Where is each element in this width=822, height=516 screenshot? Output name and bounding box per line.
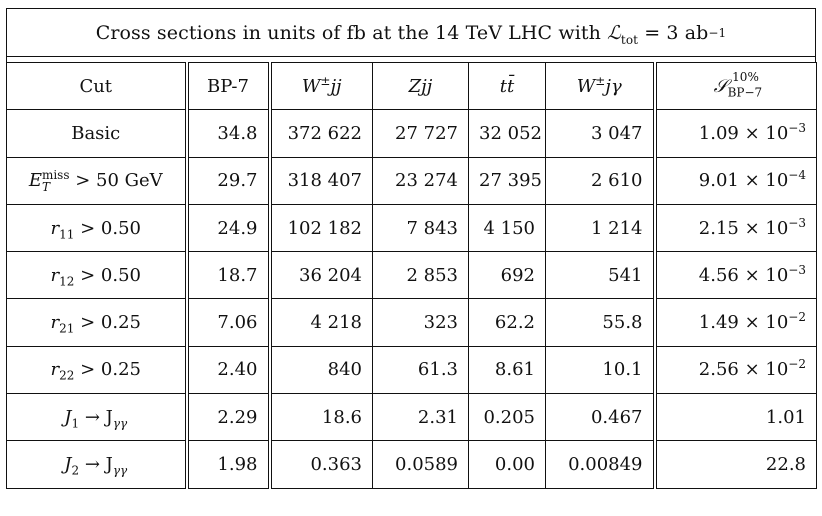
value-cell: 7 843 <box>373 204 469 251</box>
header-significance: 𝒮$_{BP-7}^{10\%}$ <box>655 63 817 110</box>
value-cell: 61.3 <box>373 346 469 393</box>
significance-cell: $2.15 \times 10^{-3}$ <box>655 204 817 251</box>
table-row <box>7 157 817 204</box>
table-row <box>7 394 817 441</box>
value-cell: 27 727 <box>373 110 469 157</box>
luminosity-letter: ℒ <box>607 21 621 44</box>
cut-cell: Basic <box>7 110 187 157</box>
value-cell: 0.00 <box>469 441 546 488</box>
value-cell: 0.363 <box>270 441 373 488</box>
value-cell: 0.00849 <box>546 441 655 488</box>
value-cell: 8.61 <box>469 346 546 393</box>
significance-cell: $2.56 \times 10^{-2}$ <box>655 346 817 393</box>
table-caption: Cross sections in units of fb at the 14 TeV LHC with ℒ$_{tot}$ = 3 ab −1 <box>6 8 816 56</box>
cut-cell: $r_{11} > 0.50$ <box>7 204 187 251</box>
value-cell: 2 853 <box>373 252 469 299</box>
value-cell: 34.8 <box>187 110 270 157</box>
value-cell: 3 047 <box>546 110 655 157</box>
cut-cell: $J_1 \to J_{\gamma\gamma}$ <box>7 394 187 441</box>
significance-cell: $9.01 \times 10^{-4}$ <box>655 157 817 204</box>
value-cell: 23 274 <box>373 157 469 204</box>
value-cell: 10.1 <box>546 346 655 393</box>
significance-cell: $4.56 \times 10^{-3}$ <box>655 252 817 299</box>
value-cell: 0.467 <box>546 394 655 441</box>
value-cell: 4 218 <box>270 299 373 346</box>
value-cell: 323 <box>373 299 469 346</box>
value-cell: 0.0589 <box>373 441 469 488</box>
table-row <box>7 299 817 346</box>
value-cell: 29.7 <box>187 157 270 204</box>
value-cell: 372 622 <box>270 110 373 157</box>
value-cell: 32 052 <box>469 110 546 157</box>
value-cell: 7.06 <box>187 299 270 346</box>
table-row <box>7 204 817 251</box>
luminosity-value: = 3 ab <box>644 21 709 44</box>
value-cell: 1.98 <box>187 441 270 488</box>
significance-cell: 1.01 <box>655 394 817 441</box>
luminosity-subscript: tot <box>620 32 639 47</box>
table-row <box>7 252 817 299</box>
significance-cell: $1.09 \times 10^{-3}$ <box>655 110 817 157</box>
caption-prefix: Cross sections in units of fb at the 14 TeV LHC with <box>95 21 601 44</box>
cut-cell: $r_{12} > 0.50$ <box>7 252 187 299</box>
table-row <box>7 346 817 393</box>
value-cell: 4 150 <box>469 204 546 251</box>
value-cell: 840 <box>270 346 373 393</box>
value-cell: 2.40 <box>187 346 270 393</box>
value-cell: 1 214 <box>546 204 655 251</box>
value-cell: 2 610 <box>546 157 655 204</box>
header-wjj: W±jj <box>270 63 373 110</box>
value-cell: 18.7 <box>187 252 270 299</box>
header-bp7: BP-7 <box>187 63 270 110</box>
header-zjj: Zjj <box>373 63 469 110</box>
table-row <box>7 441 817 488</box>
header-wjgamma: W±jγ <box>546 63 655 110</box>
luminosity-symbol <box>607 21 639 47</box>
header-ttbar: tt̄ <box>469 63 546 110</box>
value-cell: 55.8 <box>546 299 655 346</box>
value-cell: 18.6 <box>270 394 373 441</box>
cut-cell: $r_{21} > 0.25$ <box>7 299 187 346</box>
table-header-row <box>7 63 817 110</box>
significance-cell: $1.49 \times 10^{-2}$ <box>655 299 817 346</box>
significance-cell: 22.8 <box>655 441 817 488</box>
value-cell: 541 <box>546 252 655 299</box>
header-cut: Cut <box>7 63 187 110</box>
cut-cell: E miss T > 50 GeV <box>7 157 187 204</box>
cut-cell: $J_2 \to J_{\gamma\gamma}$ <box>7 441 187 488</box>
value-cell: 692 <box>469 252 546 299</box>
value-cell: 27 395 <box>469 157 546 204</box>
table-row <box>7 110 817 157</box>
cross-section-table <box>6 62 817 489</box>
value-cell: 2.31 <box>373 394 469 441</box>
value-cell: 102 182 <box>270 204 373 251</box>
value-cell: 24.9 <box>187 204 270 251</box>
value-cell: 36 204 <box>270 252 373 299</box>
cross-section-table-figure <box>6 8 816 508</box>
value-cell: 62.2 <box>469 299 546 346</box>
value-cell: 318 407 <box>270 157 373 204</box>
value-cell: 2.29 <box>187 394 270 441</box>
cut-cell: $r_{22} > 0.25$ <box>7 346 187 393</box>
value-cell: 0.205 <box>469 394 546 441</box>
